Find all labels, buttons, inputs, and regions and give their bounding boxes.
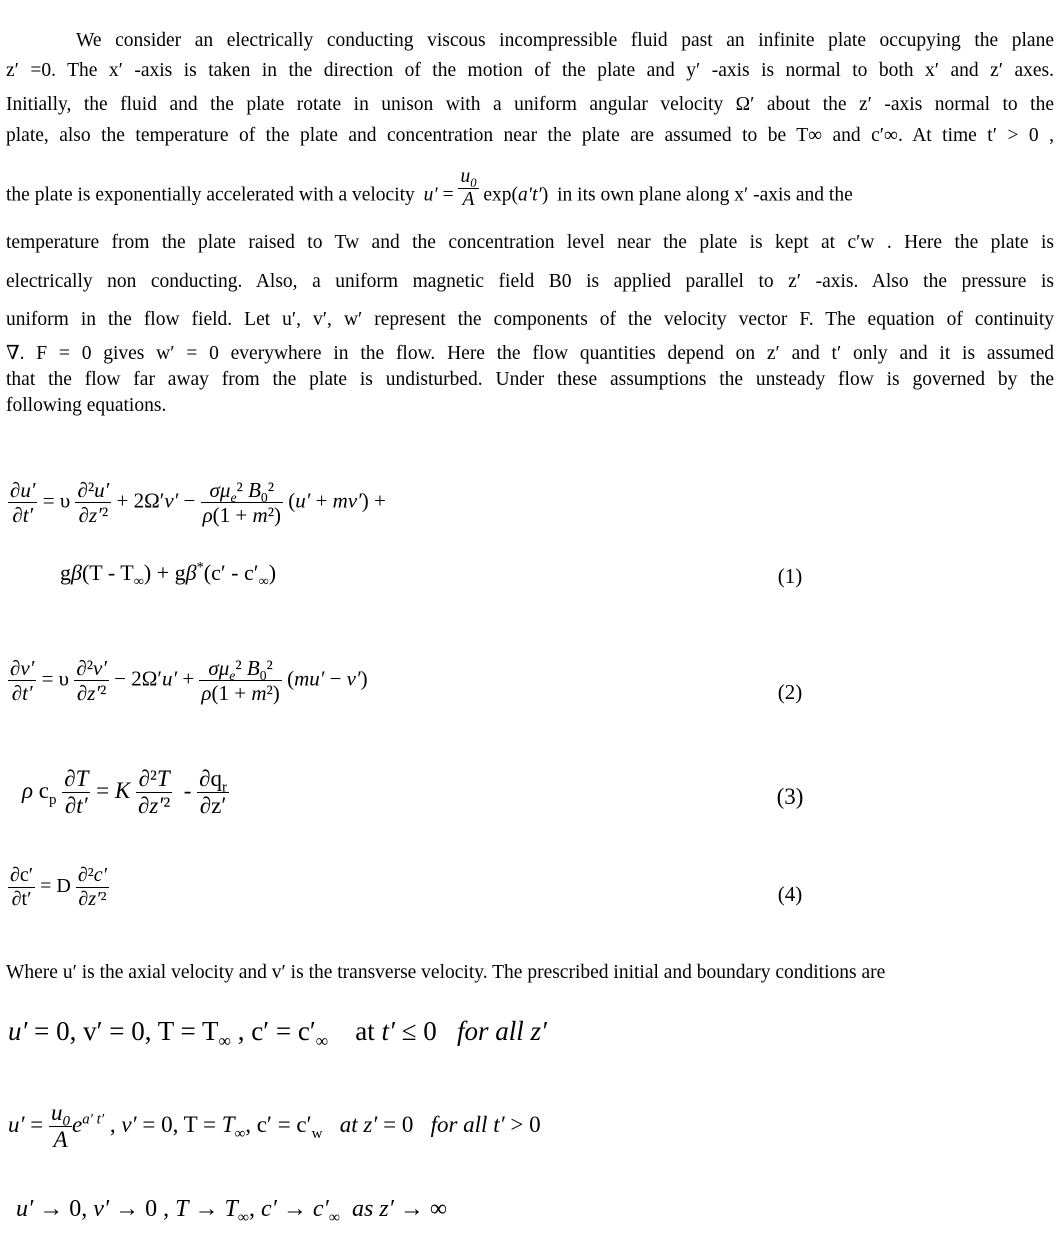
text-line: plate, also the temperature of the plate and concentration near the plate are assumed to be T∞ and c′∞. At time t′ > 0 , [6, 125, 1054, 146]
velocity-expression: u′ = $\frac{u_0}{A}$ exp(a′t′) [423, 166, 549, 211]
text-line: temperature from the plate raised to Tw and the concentration level near the plate is kept at c′w . Here the plate is [6, 232, 1054, 253]
text-line: z′ =0. The x′ -axis is taken in the direction of the motion of the plate and y′ -axis is normal to both x′ and z′ axes. [6, 60, 1054, 81]
equation-number: (2) [777, 680, 803, 704]
text-line: ∇. F = 0 gives w′ = 0 everywhere in the flow. Here the flow quantities depend on z′ and t′ only and it is assumed [6, 343, 1054, 364]
text-line: We consider an electrically conducting viscous incompressible fluid past an infinite plate occupying the plane [76, 30, 1054, 51]
text-line: Where u′ is the axial velocity and v′ is the transverse velocity. The prescribed initial and boundary conditions are [6, 962, 886, 983]
text-line: Initially, the fluid and the plate rotate in unison with a uniform angular velocity Ω′ about the z′ -axis normal to the [6, 94, 1054, 115]
equation-number: (3) [776, 784, 804, 809]
text-line: uniform in the flow field. Let u′, v′, w′ represent the components of the velocity vector F. The equation of continuity [6, 309, 1054, 330]
text-line-velocity: the plate is exponentially accelerated with a velocity u′ = $\frac{u_0}{A}$ exp(a′t′) in its own plane along x′ -axis and the [6, 166, 853, 211]
equation-number: (1) [777, 564, 803, 588]
equation-number: (4) [777, 882, 803, 906]
text-line: electrically non conducting. Also, a uniform magnetic field B0 is applied parallel to z′ -axis. Also the pressure is [6, 271, 1054, 292]
text-line: following equations. [6, 395, 167, 416]
text-line: that the flow far away from the plate is undisturbed. Under these assumptions the unsteady flow is governed by the [6, 369, 1054, 390]
